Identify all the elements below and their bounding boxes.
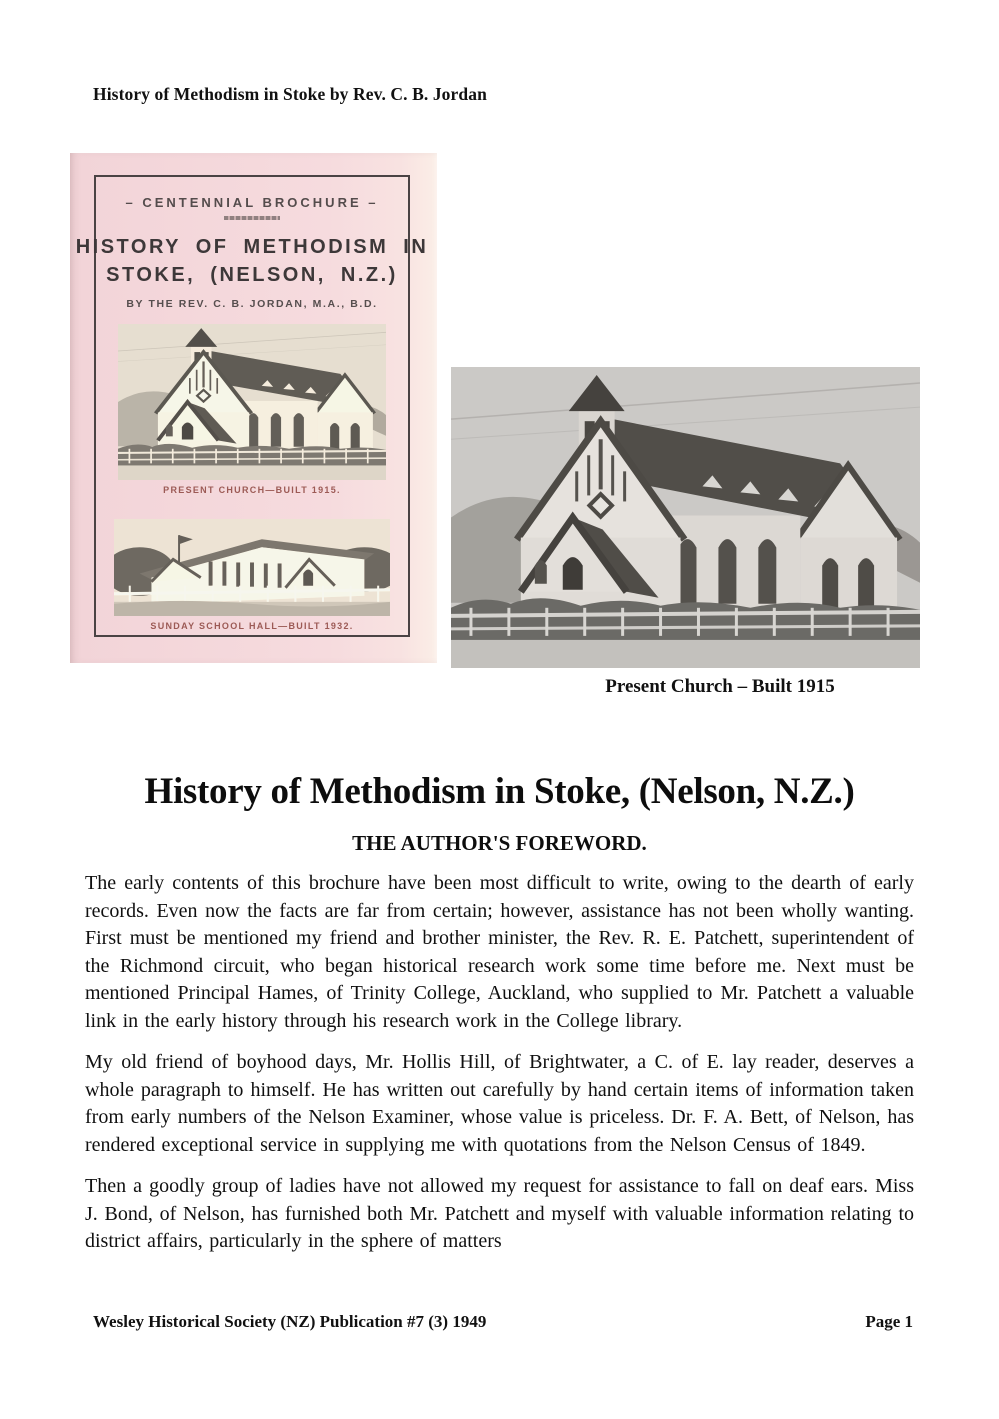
present-church-caption: Present Church – Built 1915 [605, 676, 835, 697]
brochure-church-photo [118, 324, 386, 480]
article-body [85, 870, 914, 1270]
brochure-banner-text: – CENTENNIAL BROCHURE – [125, 195, 379, 210]
brochure-byline: BY THE REV. C. B. JORDAN, M.A., B.D. [126, 298, 378, 310]
church-photo-illustration [118, 324, 386, 480]
footer-page-number: Page 1 [865, 1312, 913, 1331]
document-header-title: History of Methodism in Stoke by Rev. C. B. Jordan [93, 84, 487, 104]
hall-photo-illustration [114, 519, 390, 616]
article-paragraph: Then a goodly group of ladies have not allowed my request for assistance to fall on deaf ears. Miss J. Bond, of Nelson, has furnished both Mr. Patchett and myself with valuable information relating to district affairs, particularly in the sphere of matters [85, 1175, 914, 1252]
brochure-title [76, 233, 429, 289]
present-church-photo [451, 367, 920, 668]
article-title: History of Methodism in Stoke, (Nelson, N.Z.) [144, 771, 855, 812]
brochure-photo1-caption: PRESENT CHURCH—BUILT 1915. [163, 485, 341, 495]
article-section-heading: THE AUTHOR'S FOREWORD. [352, 831, 647, 855]
article-paragraph: The early contents of this brochure have been most difficult to write, owing to the dearth of early records. Even now the facts are far from certain; however, assistance has not been wholly wanting. First must be mentioned my friend and brother minister, the Rev. R. E. Patchett, superintendent of the Richmond circuit, who began historical research work some time before me. Next must be mentioned Principal Hames, of Trinity College, Auckland, who supplied to Mr. Patchett a valuable link in the early history through his research work in the College library. [85, 872, 914, 1032]
article-paragraph: My old friend of boyhood days, Mr. Hollis Hill, of Brightwater, a C. of E. lay reader, deserves a whole paragraph to himself. He has written out carefully by hand certain items of information taken from early numbers of the Nelson Examiner, whose value is priceless. Dr. F. A. Bett, of Nelson, has rendered exceptional service in supplying me with quotations from the Nelson Census of 1849. [85, 1051, 914, 1156]
church-photo-illustration [451, 367, 920, 668]
brochure-banner-rule [224, 216, 280, 220]
brochure-border-frame [75, 175, 429, 637]
brochure-title-line2: STOKE, (NELSON, N.Z.) [106, 264, 398, 286]
brochure-hall-photo [114, 519, 390, 616]
brochure-title-line1: HISTORY OF METHODISM IN [75, 236, 429, 258]
brochure-photo2-caption: SUNDAY SCHOOL HALL—BUILT 1932. [150, 621, 354, 631]
document-footer [93, 1312, 913, 1332]
footer-publication-info: Wesley Historical Society (NZ) Publication #7 (3) 1949 [93, 1312, 487, 1331]
brochure-cover-image [70, 153, 437, 663]
